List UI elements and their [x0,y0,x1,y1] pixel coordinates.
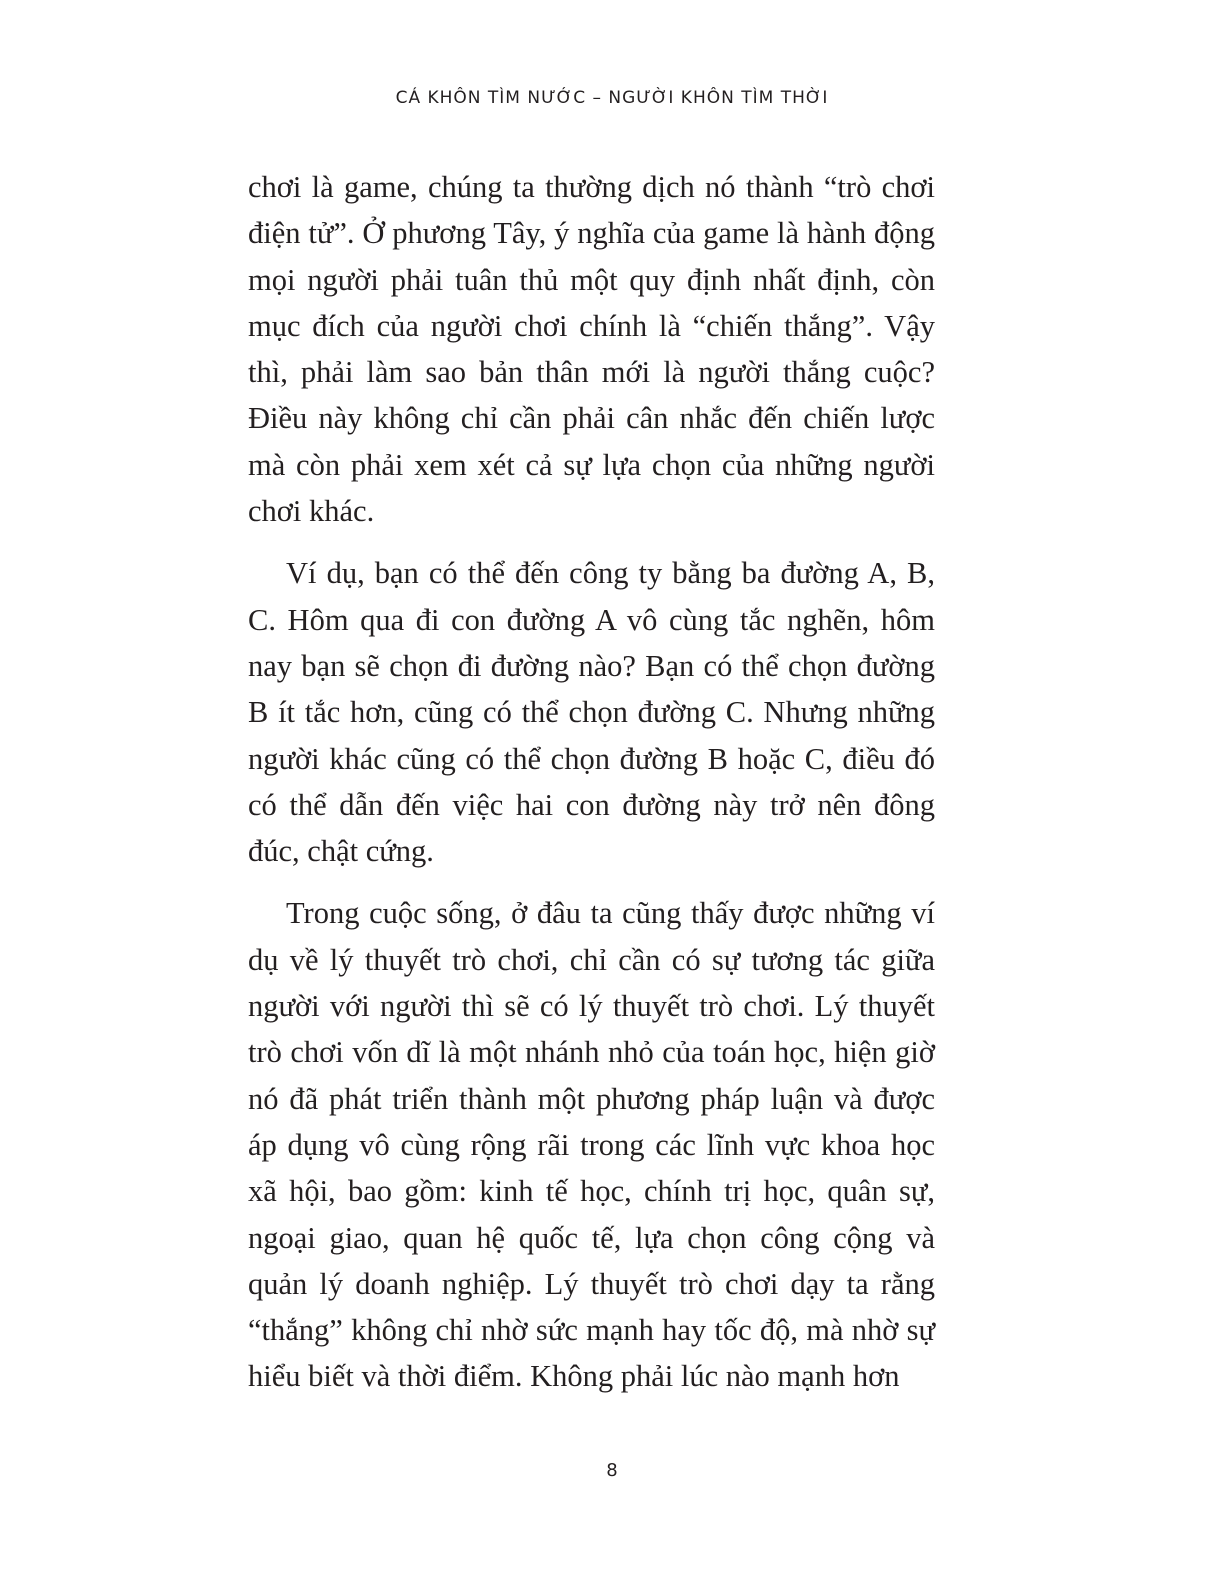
running-header-title: CÁ KHÔN TÌM NƯỚC – NGƯỜI KHÔN TÌM THỜI [395,88,829,108]
paragraph-2: Ví dụ, bạn có thể đến công ty bằng ba đường A, B, C. Hôm qua đi con đường A vô cùng tắc nghẽn, hôm nay bạn sẽ chọn đi đường nào? Bạn có thể chọn đường B ít tắc hơn, cũng có thể chọn đường C. Nhưng những người khác cũng có thể chọn đường B hoặc C, điều đó có thể dẫn đến việc hai con đường này trở nên đông đúc, chật cứng. [248,556,935,869]
body-text [248,164,935,1400]
paragraph-1: chơi là game, chúng ta thường dịch nó thành “trò chơi điện tử”. Ở phương Tây, ý nghĩa của game là hành động mọi người phải tuân thủ một quy định nhất định, còn mục đích của người chơi chính là “chiến thắng”. Vậy thì, phải làm sao bản thân mới là người thắng cuộc? Điều này không chỉ cần phải cân nhắc đến chiến lược mà còn phải xem xét cả sự lựa chọn của những người chơi khác. [248,170,935,529]
page-number: 8 [606,1460,618,1481]
paragraph-3: Trong cuộc sống, ở đâu ta cũng thấy được những ví dụ về lý thuyết trò chơi, chỉ cần có sự tương tác giữa người với người thì sẽ có lý thuyết trò chơi. Lý thuyết trò chơi vốn dĩ là một nhánh nhỏ của toán học, hiện giờ nó đã phát triển thành một phương pháp luận và được áp dụng vô cùng rộng rãi trong các lĩnh vực khoa học xã hội, bao gồm: kinh tế học, chính trị học, quân sự, ngoại giao, quan hệ quốc tế, lựa chọn công cộng và quản lý doanh nghiệp. Lý thuyết trò chơi dạy ta rằng “thắng” không chỉ nhờ sức mạnh hay tốc độ, mà nhờ sự hiểu biết và thời điểm. Không phải lúc nào mạnh hơn [248,896,935,1394]
